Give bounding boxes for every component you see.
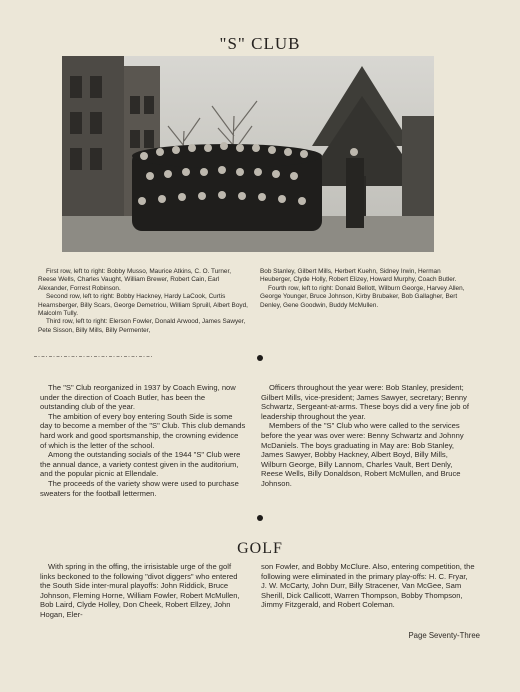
golf-paragraph-1: With spring in the offing, the irrisistable urge of the golf links beckoned to the following "divot diggers" who entered the South Side inter-mural playoffs: John Riddick, Bruce Johnson, Fleming Horne, William Fowler, Robert McMullen, Bob Laird, Clyde Holley, Don Cheek, Robert Ellzey, John Hogan, Eler- bbox=[40, 562, 240, 619]
golf-text-right bbox=[261, 562, 475, 610]
caption-second-row: Second row, left to right: Bobby Hackney, Hardy LaCook, Curtis Hearnsberger, Billy Scars, George Demetriou, William Spruill, Albert Boyd, Malcolm Tully. bbox=[38, 293, 248, 318]
photo-caption-right bbox=[260, 268, 474, 310]
caption-third-row-continued: Bob Stanley, Gilbert Mills, Herbert Kuehn, Sidney Irwin, Herman Heuberger, Clyde Holly, Robert Elizey, Howard Murphy, Coach Butler. bbox=[260, 268, 457, 284]
team-photo-image bbox=[62, 56, 434, 252]
golf-paragraph-2: son Fowler, and Bobby McClure. Also, entering competition, the following were eliminated in the primary play-offs: H. C. Fryar, J. W. McCarty, John Durr, Billy Stracener, Van McGee, Sam Sherill, Dick Callicott, Warren Thompson, Bobby Thompson, Jimmy Fitzgerald, and Robert Coleman. bbox=[261, 562, 475, 610]
section-bullet bbox=[257, 515, 263, 521]
golf-title: GOLF bbox=[237, 540, 283, 557]
club-paragraph-3: Among the outstanding socials of the 1944 "S" Club were the annual dance, a variety contest given in the auditorium, and the popular picnic at Ellendale. bbox=[40, 450, 241, 479]
club-text-right bbox=[261, 383, 475, 489]
team-photograph bbox=[62, 56, 434, 252]
page-number: Page Seventy-Three bbox=[408, 631, 480, 640]
section-bullet bbox=[257, 355, 263, 361]
golf-text-left bbox=[40, 562, 246, 620]
page-title: "S" CLUB bbox=[219, 34, 301, 53]
caption-fourth-row: Fourth row, left to right: Donald Bellott, Wilburn George, Harvey Allen, George Younger, Bruce Johnson, Kirby Brubaker, Bob Gallagher, Bert Denley, Gene Goodwin, Buddy McMullen. bbox=[260, 284, 465, 309]
decorative-rule bbox=[34, 355, 154, 358]
club-paragraph-4: The proceeds of the variety show were used to purchase sweaters for the football lettermen. bbox=[40, 478, 239, 498]
club-members-paragraph: Members of the "S" Club who were called to the services before the year was over were: Benny Schwartz and Johnny McDaniels. The boys graduating in May are: Bob Stanley, James Sawyer, Bobby Hackney, Albert Boyd, Billy Mills, Wilburn George, Billy Lannom, Charles Vault, Bert Denly, Reese Wells, Billy Donaldson, Robert McMullen, and Bruce Johnson. bbox=[261, 421, 464, 488]
caption-first-row: First row, left to right: Bobby Musso, Maurice Atkins, C. O. Turner, Reese Wells, Charles Vaught, William Brewer, Robert Cain, Earl Alexander, Forrest Robinson. bbox=[38, 268, 232, 292]
club-paragraph-1: The "S" Club reorganized in 1937 by Coach Ewing, now under the direction of Coach Butler, has been the outstanding club of the year. bbox=[40, 383, 236, 412]
photo-caption-left bbox=[38, 268, 248, 335]
club-text-left bbox=[40, 383, 246, 498]
club-officers-paragraph: Officers throughout the year were: Bob Stanley, president; Gilbert Mills, vice-president; James Sawyer, secretary; Benny Schwartz, Sergeant-at-arms. These boys did a very fine job of leadership throughout the year. bbox=[261, 383, 469, 421]
caption-third-row: Third row, left to right: Elerson Fowler, Donald Arwood, James Sawyer, Pete Sisson, Billy Mills, Billy Permenter, bbox=[38, 318, 246, 334]
club-paragraph-2: The ambition of every boy entering South Side is some day to become a member of the "S" Club. This club demands hard work and good sportsmanship, the crowning evidence of which is the letter of the school. bbox=[40, 411, 246, 450]
